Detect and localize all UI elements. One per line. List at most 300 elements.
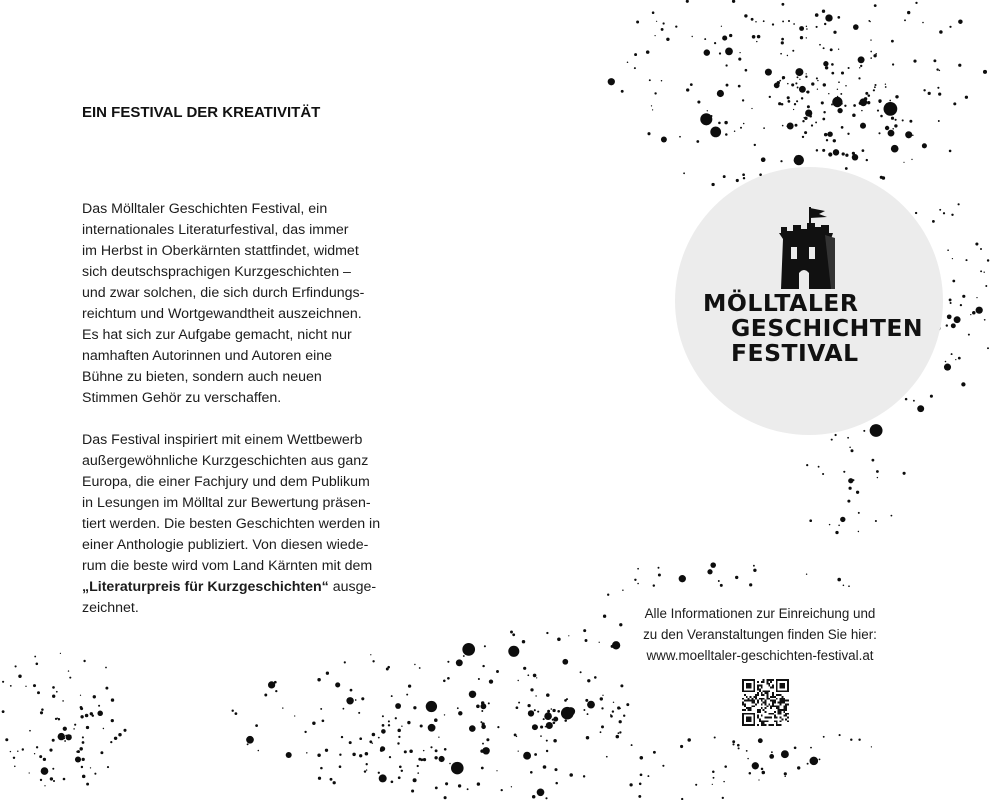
ink-drop (965, 259, 967, 261)
ink-drop (428, 724, 436, 732)
ink-drop (456, 659, 463, 666)
ink-drop (843, 471, 845, 473)
ink-drop (710, 126, 721, 137)
ink-drop (850, 739, 852, 741)
ink-drop (720, 584, 723, 587)
ink-drop (391, 780, 394, 783)
ink-drop (537, 788, 545, 796)
ink-drop (732, 743, 734, 745)
ink-drop (937, 87, 939, 89)
ink-drop (370, 654, 371, 655)
ink-drop (758, 738, 763, 743)
ink-drop (817, 80, 818, 81)
ink-drop (304, 731, 306, 733)
ink-drop (623, 715, 625, 717)
ink-drop (639, 783, 642, 786)
text-line: reichtum und Wortgewandtheit auszeichnen. (82, 306, 362, 322)
ink-drop (480, 721, 482, 723)
text-line: im Herbst in Oberkärnten stattfindet, widmet (82, 243, 359, 259)
ink-drop (343, 708, 345, 710)
text-line: Das Mölltaler Geschichten Festival, ein (82, 201, 328, 217)
ink-drop (98, 705, 100, 707)
ink-drop (627, 62, 629, 64)
ink-drop (686, 0, 689, 3)
ink-drop (811, 124, 813, 126)
ink-drop (781, 41, 784, 44)
ink-drop (817, 89, 818, 90)
ink-drop (564, 699, 567, 702)
ink-drop (477, 782, 480, 785)
ink-drop (294, 715, 295, 716)
ink-drop (423, 750, 424, 751)
ink-drop (831, 104, 833, 106)
ink-drop (364, 770, 366, 772)
ink-drop (847, 133, 849, 135)
ink-drop (80, 715, 83, 718)
ink-drop (258, 750, 260, 752)
ink-drop (349, 741, 352, 744)
ink-drop (661, 137, 667, 143)
ink-drop (742, 173, 745, 176)
qr-code-icon (742, 679, 789, 726)
ink-drop (523, 752, 531, 760)
ink-drop (443, 680, 446, 683)
ink-drop (60, 653, 61, 654)
ink-drop (858, 512, 860, 514)
ink-drop (583, 775, 585, 777)
ink-drop (10, 685, 12, 687)
ink-drop (848, 487, 851, 490)
ink-drop (984, 272, 985, 273)
ink-drop (546, 693, 550, 697)
ink-drop (49, 749, 52, 752)
ink-drop (365, 752, 369, 756)
ink-drop (518, 702, 520, 704)
ink-drop (939, 70, 941, 72)
ink-drop (382, 715, 384, 717)
ink-drop (15, 665, 17, 667)
ink-drop (892, 128, 894, 130)
ink-drop (512, 633, 515, 636)
ink-drop (317, 753, 320, 756)
ink-drop (923, 89, 925, 91)
text-line: einer Anthologie publiziert. Von diesen wiede- (82, 537, 369, 553)
ink-drop (947, 249, 949, 251)
ink-drop (922, 143, 927, 148)
ink-drop (395, 703, 401, 709)
ink-drop (469, 725, 476, 732)
ink-drop (736, 179, 739, 182)
ink-drop (434, 718, 438, 722)
ink-drop (825, 14, 832, 21)
ink-drop (264, 694, 267, 697)
ink-drop (386, 668, 389, 671)
ink-drop (406, 694, 408, 696)
ink-drop (339, 765, 342, 768)
ink-drop (640, 773, 643, 776)
ink-drop (795, 82, 797, 84)
ink-drop (951, 353, 953, 355)
ink-drop (878, 132, 880, 134)
ink-drop (562, 659, 568, 665)
ink-drop (884, 102, 898, 116)
ink-drop (749, 772, 752, 775)
ink-drop (828, 93, 829, 94)
ink-drop (725, 64, 727, 66)
ink-drop (835, 102, 837, 104)
ink-drop (737, 744, 740, 747)
ink-drop (616, 735, 620, 739)
ink-drop (420, 724, 423, 727)
ink-drop (607, 594, 609, 596)
ink-drop (962, 295, 965, 298)
ink-drop (467, 788, 469, 790)
ink-drop (738, 747, 740, 749)
ink-drop (652, 109, 653, 110)
ink-drop (407, 721, 410, 724)
ink-drop (851, 449, 854, 452)
ink-drop (5, 738, 8, 741)
ink-drop (372, 733, 376, 737)
ink-drop (74, 724, 76, 726)
ink-drop (547, 710, 550, 713)
ink-drop (389, 756, 391, 758)
ink-drop (771, 751, 773, 753)
ink-drop (757, 35, 761, 39)
ink-drop (553, 739, 557, 743)
ink-drop (613, 702, 614, 703)
ink-drop (880, 115, 883, 118)
ink-drop (66, 734, 72, 740)
ink-drop (497, 726, 499, 728)
ink-drop (618, 732, 620, 734)
ink-drop (10, 751, 11, 752)
ink-drop (745, 69, 748, 72)
text-line-award (82, 577, 402, 598)
ink-drop (858, 56, 865, 63)
ink-drop (640, 756, 644, 760)
ink-drop (62, 700, 64, 702)
website-url: www.moelltaler-geschichten-festival.at (646, 648, 874, 663)
ink-drop (894, 124, 897, 127)
ink-drop (654, 35, 655, 36)
ink-drop (806, 37, 807, 38)
ink-drop (544, 712, 552, 720)
ink-drop (546, 632, 548, 634)
ink-drop (449, 763, 451, 765)
ink-drop (555, 782, 558, 785)
ink-drop (810, 747, 812, 749)
ink-drop (980, 248, 982, 250)
ink-drop (835, 434, 837, 436)
ink-drop (980, 270, 982, 272)
ink-drop (744, 14, 747, 17)
ink-drop (769, 754, 774, 759)
ink-drop (380, 746, 385, 751)
ink-drop (758, 779, 759, 780)
ink-drop (723, 38, 724, 39)
ink-drop (970, 314, 971, 315)
ink-drop (41, 708, 44, 711)
ink-drop (843, 585, 845, 587)
ink-drop (784, 775, 786, 777)
ink-drop (320, 767, 323, 770)
ink-drop (826, 139, 828, 141)
ink-drop (330, 778, 333, 781)
ink-drop (905, 398, 908, 401)
ink-drop (18, 675, 21, 678)
ink-drop (943, 212, 945, 214)
ink-drop (831, 63, 834, 66)
ink-drop (904, 19, 906, 21)
ink-drop (411, 789, 414, 792)
ink-drop (903, 162, 904, 163)
ink-drop (540, 735, 542, 737)
ink-drop (73, 728, 75, 730)
text-line: Das Festival inspiriert mit einem Wettbewerb (82, 432, 363, 448)
ink-drop (823, 736, 825, 738)
ink-drop (79, 747, 82, 750)
castle-tower-icon (775, 205, 839, 291)
ink-drop (107, 766, 109, 768)
info-line-1: Alle Informationen zur Einreichung und (644, 606, 876, 621)
ink-drop (756, 41, 757, 42)
ink-drop (863, 430, 865, 432)
ink-drop (585, 639, 588, 642)
ink-drop (606, 756, 608, 758)
ink-drop (807, 105, 810, 108)
ink-drop (335, 682, 340, 687)
ink-drop (874, 84, 876, 86)
ink-drop (551, 708, 553, 710)
logo-line-2: GESCHICHTEN (731, 314, 924, 342)
ink-drop (447, 661, 449, 663)
ink-drop (64, 740, 66, 742)
ink-drop (43, 758, 46, 761)
ink-drop (111, 719, 114, 722)
ink-drop (527, 704, 530, 707)
ink-drop (769, 96, 771, 98)
ink-drop (787, 83, 789, 85)
ink-drop (478, 678, 480, 680)
ink-drop (320, 708, 322, 710)
ink-drop (806, 91, 807, 92)
ink-drop (909, 120, 912, 123)
ink-drop (712, 770, 715, 773)
ink-drop (451, 762, 464, 775)
ink-drop (870, 57, 872, 59)
text-line: Europa, die einer Fachjury und dem Publikum (82, 474, 370, 490)
text-line: namhaften Autorinnen und Autoren eine (82, 348, 333, 364)
ink-drop (787, 123, 794, 130)
ink-drop (749, 583, 752, 586)
ink-drop (75, 756, 81, 762)
ink-drop (772, 23, 774, 25)
ink-drop (795, 124, 798, 127)
ink-drop (372, 742, 373, 743)
ink-drop (97, 711, 103, 717)
ink-drop (52, 739, 55, 742)
ink-drop (877, 477, 878, 478)
ink-drop (647, 775, 649, 777)
ink-drop (831, 439, 833, 441)
ink-drop (803, 117, 804, 118)
ink-drop (840, 93, 842, 95)
ink-drop (806, 574, 807, 575)
ink-drop (346, 697, 353, 704)
ink-drop (726, 84, 729, 87)
ink-drop (903, 472, 906, 475)
ink-drop (286, 752, 292, 758)
ink-drop (41, 767, 49, 775)
ink-drop (838, 525, 840, 527)
ink-drop (52, 768, 54, 770)
ink-drop (662, 22, 664, 24)
ink-drop (815, 13, 819, 17)
ink-drop (752, 35, 756, 39)
ink-drop (687, 738, 690, 741)
ink-drop (938, 93, 941, 96)
ink-drop (704, 38, 706, 40)
ink-drop (29, 730, 31, 732)
ink-drop (751, 108, 752, 109)
ink-drop (841, 126, 844, 129)
ink-drop (583, 629, 586, 632)
ink-drop (355, 699, 357, 701)
ink-drop (865, 92, 868, 95)
ink-drop (63, 778, 66, 781)
ink-drop (413, 706, 416, 709)
ink-drop (784, 772, 787, 775)
ink-drop (510, 631, 513, 634)
ink-drop (874, 4, 877, 7)
body-text (82, 199, 402, 619)
ink-drop (435, 749, 438, 752)
ink-drop (868, 94, 871, 97)
ink-drop (949, 298, 952, 301)
ink-drop (823, 47, 825, 49)
ink-drop (831, 72, 834, 75)
ink-drop (799, 79, 800, 80)
ink-drop (80, 706, 83, 709)
ink-drop (794, 746, 797, 749)
ink-drop (849, 447, 851, 449)
ink-drop (781, 3, 784, 6)
ink-drop (732, 0, 735, 3)
ink-drop (617, 706, 620, 709)
ink-drop (819, 44, 821, 46)
ink-drop (537, 711, 539, 713)
ink-drop (395, 717, 397, 719)
ink-drop (746, 750, 748, 752)
ink-drop (782, 20, 784, 22)
ink-drop (282, 707, 283, 708)
ink-drop (751, 18, 754, 21)
ink-drop (829, 524, 830, 525)
ink-drop (952, 258, 953, 259)
ink-drop (666, 38, 669, 41)
ink-drop (859, 98, 867, 106)
ink-drop (90, 767, 91, 768)
ink-drop (382, 724, 385, 727)
ink-drop (344, 661, 346, 663)
ink-drop (891, 40, 894, 43)
ink-drop (14, 766, 16, 768)
text-line: internationales Literaturfestival, das immer (82, 222, 349, 238)
ink-drop (793, 23, 795, 25)
ink-drop (255, 724, 258, 727)
ink-drop (462, 643, 475, 656)
ink-drop (388, 724, 390, 726)
ink-drop (913, 400, 915, 402)
ink-drop (879, 101, 881, 103)
ink-drop (781, 750, 789, 758)
festival-logo (675, 167, 943, 435)
ink-drop (545, 797, 547, 799)
ink-drop (636, 21, 639, 24)
ink-drop (781, 38, 784, 41)
ink-drop (638, 795, 641, 798)
ink-drop (398, 776, 401, 779)
ink-drop (326, 672, 329, 675)
ink-drop (501, 789, 503, 791)
ink-drop (114, 737, 117, 740)
ink-drop (912, 135, 914, 137)
ink-drop (100, 751, 103, 754)
ink-drop (621, 90, 624, 93)
ink-drop (546, 722, 553, 729)
ink-drop (58, 733, 65, 740)
ink-drop (361, 697, 364, 700)
ink-drop (984, 319, 986, 321)
ink-drop (866, 159, 868, 161)
ink-drop (724, 765, 727, 768)
ink-drop (247, 743, 249, 745)
logo-wordmark (703, 291, 923, 366)
ink-drop (22, 748, 24, 750)
ink-drop (246, 736, 254, 744)
ink-drop (882, 176, 886, 180)
text-line: und zwar solchen, die sich durch Erfindungs- (82, 285, 365, 301)
ink-drop (870, 51, 872, 53)
ink-drop (761, 768, 764, 771)
ink-drop (535, 695, 536, 696)
ink-drop (858, 739, 860, 741)
ink-drop (533, 674, 537, 678)
ink-drop (845, 85, 847, 87)
ink-drop (111, 698, 114, 701)
ink-drop (419, 667, 421, 669)
ink-drop (870, 424, 883, 437)
ink-drop (414, 664, 415, 665)
ink-drop (868, 20, 870, 22)
ink-drop (838, 49, 839, 50)
ink-drop (704, 49, 710, 55)
ink-drop (602, 695, 603, 696)
ink-drop (546, 740, 548, 742)
ink-drop (802, 136, 804, 138)
ink-drop (528, 710, 534, 716)
ink-drop (735, 576, 738, 579)
ink-drop (651, 105, 652, 106)
ink-drop (608, 78, 615, 85)
ink-drop (840, 517, 845, 522)
ink-drop (36, 663, 39, 666)
ink-drop (885, 126, 889, 130)
ink-drop (795, 68, 803, 76)
logo-line-1: MÖLLTALER (703, 289, 859, 317)
ink-drop (317, 678, 320, 681)
